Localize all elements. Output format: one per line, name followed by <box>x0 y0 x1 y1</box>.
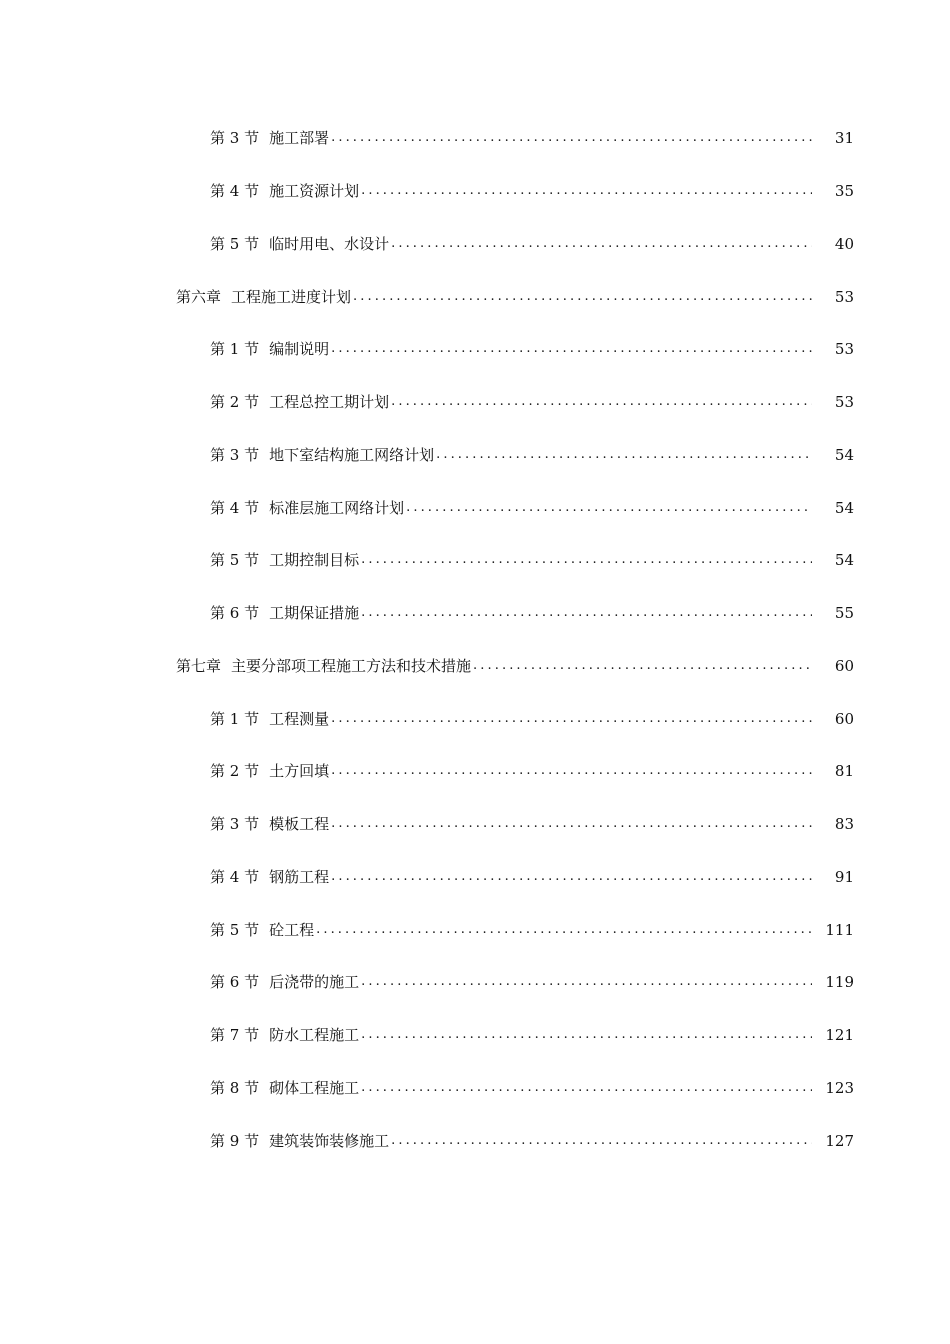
toc-entry-title: 后浇带的施工 <box>269 973 360 992</box>
toc-entry-number: 第 5 节 <box>210 551 260 570</box>
toc-entry-number: 第 3 节 <box>210 815 260 834</box>
toc-entry-number: 第 2 节 <box>210 393 260 412</box>
toc-entry-title: 编制说明 <box>269 340 330 359</box>
toc-entry[interactable] <box>0 587 950 640</box>
toc-entry[interactable] <box>0 1114 950 1167</box>
toc-entry[interactable] <box>0 798 950 851</box>
toc-chapter-entry[interactable] <box>0 270 950 323</box>
dot-leader <box>331 128 812 148</box>
toc-entry[interactable] <box>0 323 950 376</box>
toc-entry[interactable] <box>0 956 950 1009</box>
toc-entry-number: 第 6 节 <box>210 973 260 992</box>
toc-entry-page: 60 <box>834 656 854 675</box>
toc-entry-number: 第 1 节 <box>210 709 260 728</box>
table-of-contents <box>0 112 950 1167</box>
toc-entry-page: 53 <box>834 393 854 412</box>
dot-leader <box>331 867 812 887</box>
toc-entry-page: 123 <box>825 1078 854 1097</box>
toc-entry-number: 第 7 节 <box>210 1026 260 1045</box>
toc-entry[interactable] <box>0 1009 950 1062</box>
toc-entry-title: 砌体工程施工 <box>269 1078 360 1097</box>
toc-entry-title: 工期保证措施 <box>269 604 360 623</box>
toc-entry-page: 54 <box>834 551 854 570</box>
toc-entry-page: 81 <box>834 762 854 781</box>
toc-entry[interactable] <box>0 376 950 429</box>
toc-entry-title: 工程测量 <box>269 709 330 728</box>
toc-entry-number: 第 4 节 <box>210 182 260 201</box>
dot-leader <box>391 392 812 412</box>
toc-entry-title: 临时用电、水设计 <box>269 234 390 253</box>
toc-entry-title: 砼工程 <box>269 920 315 939</box>
toc-entry-number: 第 2 节 <box>210 762 260 781</box>
dot-leader <box>361 603 812 623</box>
toc-entry-title: 施工资源计划 <box>269 182 360 201</box>
toc-entry[interactable] <box>0 851 950 904</box>
toc-entry-number: 第 5 节 <box>210 234 260 253</box>
toc-entry-number: 第 1 节 <box>210 340 260 359</box>
toc-entry-page: 91 <box>834 867 854 886</box>
toc-entry-page: 35 <box>834 182 854 201</box>
toc-entry-page: 40 <box>834 234 854 253</box>
toc-entry-page: 119 <box>825 973 854 992</box>
dot-leader <box>361 972 812 992</box>
toc-entry[interactable] <box>0 903 950 956</box>
dot-leader <box>316 920 812 940</box>
toc-entry-title: 钢筋工程 <box>269 867 330 886</box>
toc-entry[interactable] <box>0 112 950 165</box>
toc-chapter-title: 主要分部项工程施工方法和技术措施 <box>231 656 472 675</box>
dot-leader <box>361 181 812 201</box>
toc-entry-page: 54 <box>834 445 854 464</box>
toc-entry-number: 第 3 节 <box>210 445 260 464</box>
toc-entry-title: 施工部署 <box>269 129 330 148</box>
toc-entry[interactable] <box>0 165 950 218</box>
toc-entry-number: 第 9 节 <box>210 1131 260 1150</box>
toc-entry[interactable] <box>0 745 950 798</box>
toc-entry-title: 工期控制目标 <box>269 551 360 570</box>
toc-entry[interactable] <box>0 1062 950 1115</box>
toc-entry-title: 模板工程 <box>269 815 330 834</box>
dot-leader <box>391 234 812 254</box>
toc-entry[interactable] <box>0 218 950 271</box>
toc-entry-page: 55 <box>834 604 854 623</box>
dot-leader <box>331 761 812 781</box>
toc-entry[interactable] <box>0 534 950 587</box>
toc-entry-page: 60 <box>834 709 854 728</box>
toc-entry-number: 第 8 节 <box>210 1078 260 1097</box>
toc-chapter-number: 第七章 <box>176 656 222 675</box>
toc-entry-title: 土方回填 <box>269 762 330 781</box>
toc-entry-title: 标准层施工网络计划 <box>269 498 405 517</box>
toc-entry-title: 工程总控工期计划 <box>269 393 390 412</box>
toc-entry-page: 53 <box>834 287 854 306</box>
toc-entry-number: 第 6 节 <box>210 604 260 623</box>
toc-entry-page: 83 <box>834 815 854 834</box>
dot-leader <box>361 1078 812 1098</box>
toc-chapter-number: 第六章 <box>176 287 222 306</box>
toc-entry-number: 第 5 节 <box>210 920 260 939</box>
toc-chapter-title: 工程施工进度计划 <box>231 287 352 306</box>
toc-entry-number: 第 4 节 <box>210 867 260 886</box>
dot-leader <box>361 1025 812 1045</box>
dot-leader <box>331 709 812 729</box>
toc-entry-page: 53 <box>834 340 854 359</box>
toc-chapter-entry[interactable] <box>0 640 950 693</box>
toc-entry-page: 54 <box>834 498 854 517</box>
dot-leader <box>391 1131 812 1151</box>
toc-entry-title: 地下室结构施工网络计划 <box>269 445 435 464</box>
dot-leader <box>406 498 812 518</box>
dot-leader <box>331 814 812 834</box>
toc-entry-page: 127 <box>825 1131 854 1150</box>
toc-entry[interactable] <box>0 429 950 482</box>
toc-entry-page: 121 <box>825 1026 854 1045</box>
toc-entry-title: 防水工程施工 <box>269 1026 360 1045</box>
toc-entry-title: 建筑装饰装修施工 <box>269 1131 390 1150</box>
toc-entry-number: 第 3 节 <box>210 129 260 148</box>
dot-leader <box>436 445 812 465</box>
dot-leader <box>353 287 812 307</box>
dot-leader <box>473 656 812 676</box>
toc-entry-number: 第 4 节 <box>210 498 260 517</box>
toc-entry[interactable] <box>0 692 950 745</box>
toc-entry[interactable] <box>0 481 950 534</box>
dot-leader <box>361 550 812 570</box>
dot-leader <box>331 339 812 359</box>
toc-entry-page: 31 <box>834 129 854 148</box>
toc-entry-page: 111 <box>825 920 854 939</box>
